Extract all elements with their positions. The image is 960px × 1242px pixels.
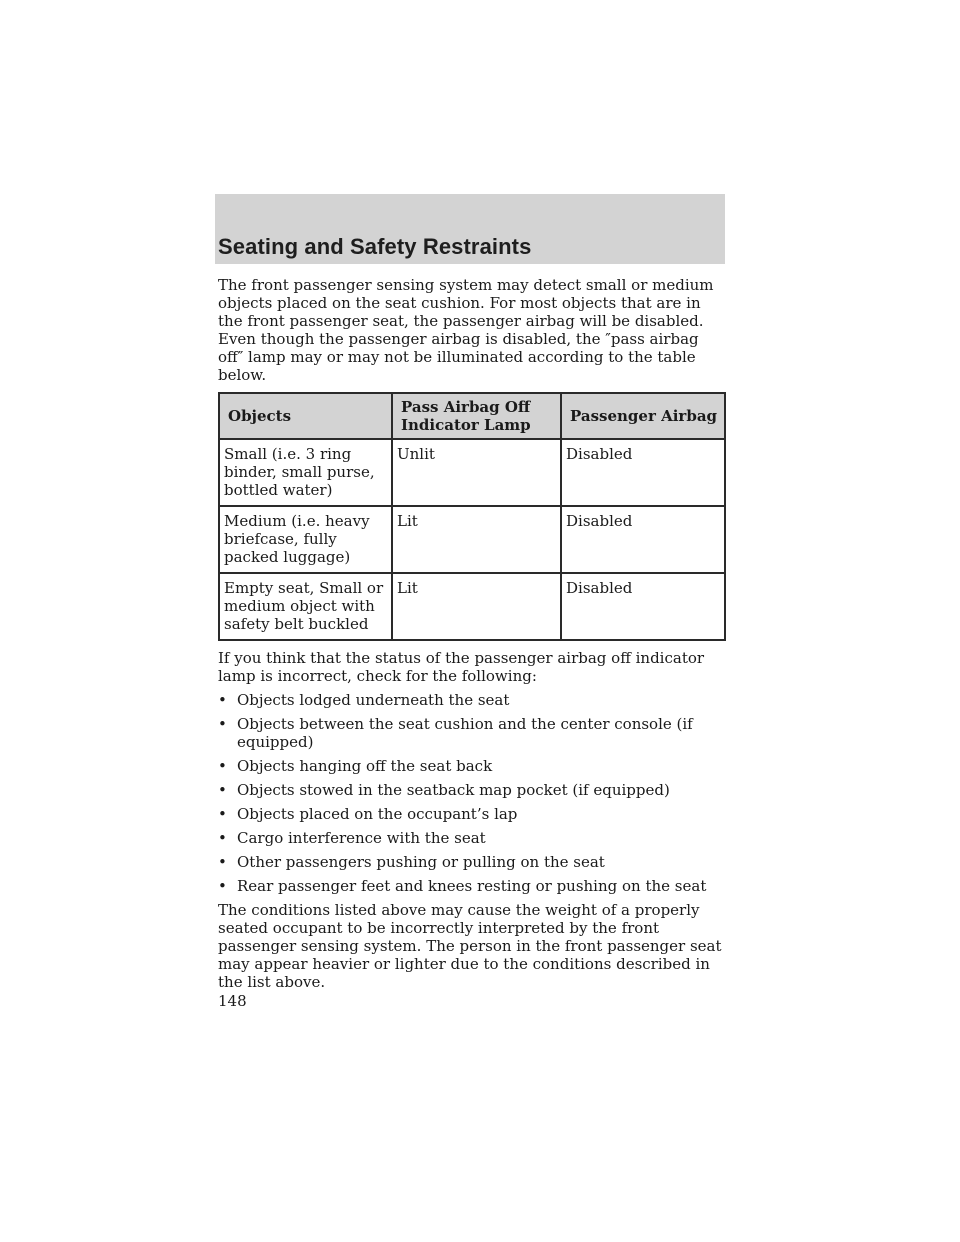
table-row xyxy=(219,439,725,506)
closing-paragraph: The conditions listed above may cause the weight of a properly seated occupant to be incorrectly interpreted by the front passenger sensing system. The person in the front passenger seat may appear heavier or lighter due to the conditions described in the list above. xyxy=(218,901,722,991)
check-intro-paragraph: If you think that the status of the passenger airbag off indicator lamp is incorrect, check for the following: xyxy=(218,649,705,685)
list-item xyxy=(218,805,726,823)
list-item xyxy=(218,691,726,709)
bullet-icon: • xyxy=(218,853,227,871)
bullet-icon: • xyxy=(218,829,227,847)
table-cell-lamp: Lit xyxy=(392,506,561,573)
bullet-icon: • xyxy=(218,877,227,895)
table-cell-airbag: Disabled xyxy=(561,439,725,506)
page-number: 148 xyxy=(218,992,247,1010)
list-item xyxy=(218,781,726,799)
table-row xyxy=(219,506,725,573)
airbag-status-table xyxy=(218,392,726,641)
bullet-icon: • xyxy=(218,691,227,709)
list-item xyxy=(218,877,726,895)
intro-paragraph: The front passenger sensing system may detect small or medium objects placed on the seat cushion. For most objects that are in the front passenger seat, the passenger airbag will be disabled. Even though the passenger airbag is disabled, the ″pass airbag off″ lamp may or may not be illuminated according to the table below. xyxy=(218,276,714,384)
table-cell-airbag: Disabled xyxy=(561,573,725,640)
check-list xyxy=(218,691,726,895)
bullet-icon: • xyxy=(218,715,227,733)
list-item-text: Other passengers pushing or pulling on the seat xyxy=(237,853,605,871)
table-row xyxy=(219,573,725,640)
list-item-text: Rear passenger feet and knees resting or pushing on the seat xyxy=(237,877,707,895)
list-item xyxy=(218,757,726,775)
table-cell-lamp: Unlit xyxy=(392,439,561,506)
list-item xyxy=(218,853,726,871)
bullet-icon: • xyxy=(218,757,227,775)
table-cell-objects: Medium (i.e. heavy briefcase, fully packed luggage) xyxy=(219,506,392,573)
table-cell-objects: Empty seat, Small or medium object with safety belt buckled xyxy=(219,573,392,640)
list-item-text: Objects placed on the occupant’s lap xyxy=(237,805,518,823)
column-header-indicator-lamp: Pass Airbag Off Indicator Lamp xyxy=(392,393,561,439)
list-item-text: Objects between the seat cushion and the center console (if equipped) xyxy=(237,715,693,751)
bullet-icon: • xyxy=(218,781,227,799)
list-item-text: Objects stowed in the seatback map pocket (if equipped) xyxy=(237,781,670,799)
table-cell-lamp: Lit xyxy=(392,573,561,640)
column-header-objects: Objects xyxy=(219,393,392,439)
table-cell-objects: Small (i.e. 3 ring binder, small purse, bottled water) xyxy=(219,439,392,506)
table-header-row xyxy=(219,393,725,439)
section-title: Seating and Safety Restraints xyxy=(218,234,532,259)
column-header-passenger-airbag: Passenger Airbag xyxy=(561,393,725,439)
list-item-text: Objects lodged underneath the seat xyxy=(237,691,510,709)
bullet-icon: • xyxy=(218,805,227,823)
list-item-text: Cargo interference with the seat xyxy=(237,829,486,847)
page-content xyxy=(218,276,726,991)
list-item-text: Objects hanging off the seat back xyxy=(237,757,493,775)
list-item xyxy=(218,715,726,751)
list-item xyxy=(218,829,726,847)
table-cell-airbag: Disabled xyxy=(561,506,725,573)
